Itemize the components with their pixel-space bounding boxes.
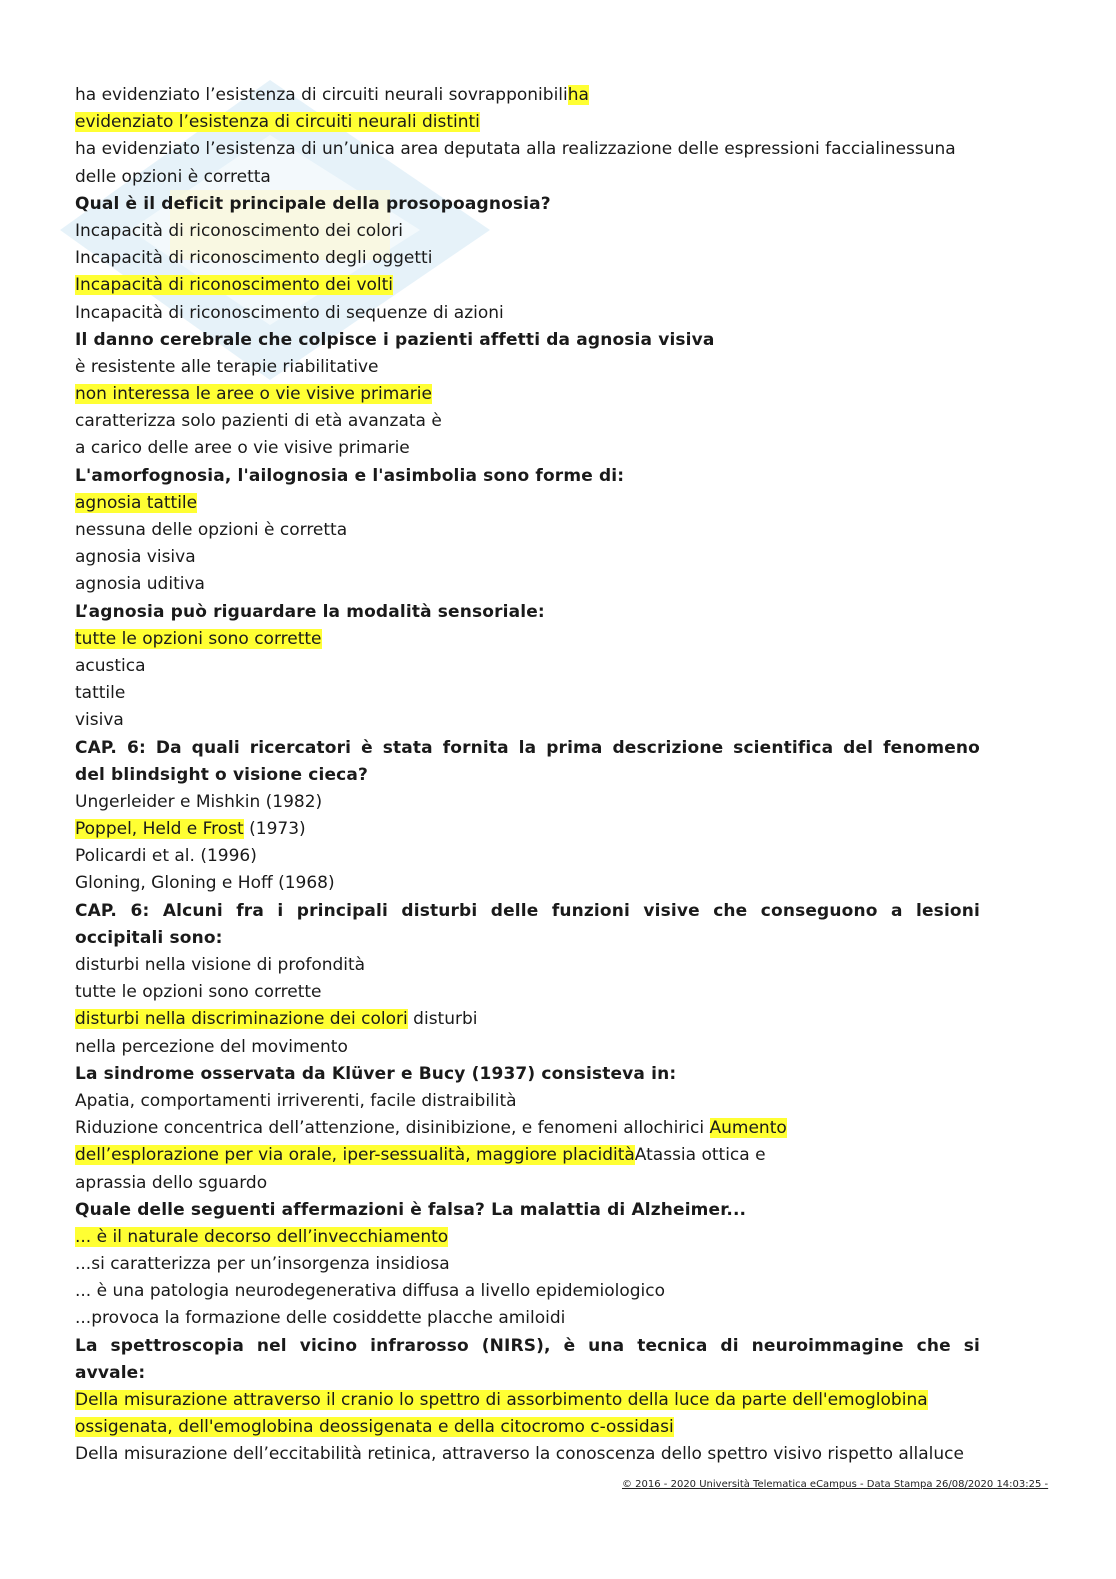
text-segment: Qual è il deficit principale della prosopoagnosia? (75, 193, 551, 214)
text-segment: La sindrome osservata da Klüver e Bucy (1937) consisteva in: (75, 1063, 677, 1084)
text-segment: ha evidenziato l’esistenza di un’unica area deputata alla realizzazione delle espressioni faccialinessuna (75, 139, 956, 160)
text-segment: CAP. 6: Alcuni fra i principali disturbi delle funzioni visive che conseguono a lesioni (75, 900, 980, 921)
text-segment: Incapacità di riconoscimento degli oggetti (75, 248, 433, 269)
text-line (75, 164, 980, 191)
text-segment: caratterizza solo pazienti di età avanzata è (75, 411, 442, 432)
highlighted-text: tutte le opzioni sono corrette (75, 628, 322, 649)
highlighted-text: Aumento (709, 1118, 787, 1139)
text-segment: L'amorfognosia, l'ailognosia e l'asimbolia sono forme di: (75, 465, 625, 486)
answer-option-correct (75, 1006, 980, 1033)
question-heading (75, 327, 980, 354)
answer-option (75, 544, 980, 571)
answer-option-correct (75, 1414, 980, 1441)
answer-option (75, 245, 980, 272)
answer-option-correct (75, 1224, 980, 1251)
text-segment: Il danno cerebrale che colpisce i pazienti affetti da agnosia visiva (75, 329, 715, 350)
text-segment: (1973) (243, 819, 306, 840)
highlighted-text: dell’esplorazione per via orale, iper-sessualità, maggiore placidità (75, 1145, 635, 1166)
text-segment: Atassia ottica e (634, 1145, 766, 1166)
text-segment: nessuna delle opzioni è corretta (75, 520, 348, 540)
text-segment: acustica (75, 655, 146, 676)
text-segment: ... è una patologia neurodegenerativa diffusa a livello epidemiologico (75, 1281, 666, 1302)
answer-option (75, 1170, 980, 1197)
highlighted-text: Della misurazione attraverso il cranio lo spettro di assorbimento della luce da parte dell'emoglobina (75, 1390, 928, 1410)
highlighted-text: ... è il naturale decorso dell’invecchiamento (75, 1226, 449, 1247)
answer-option (75, 1034, 980, 1061)
question-heading (75, 1197, 980, 1224)
text-segment: ...provoca la formazione delle cosiddette placche amiloidi (75, 1308, 566, 1329)
answer-option (75, 952, 980, 979)
text-segment: avvale: (75, 1362, 146, 1383)
answer-option (75, 870, 980, 897)
answer-option (75, 1278, 980, 1305)
answer-option-correct (75, 1142, 980, 1169)
answer-option (75, 789, 980, 816)
question-heading (75, 463, 980, 490)
text-segment: CAP. 6: Da quali ricercatori è stata fornita la prima descrizione scientifica del fenomeno (75, 737, 980, 758)
highlighted-text: ha (567, 85, 589, 105)
highlighted-text: non interessa le aree o vie visive primarie (75, 384, 432, 405)
text-segment: Apatia, comportamenti irriverenti, facile distraibilità (75, 1090, 517, 1111)
text-segment: agnosia uditiva (75, 574, 205, 595)
question-heading (75, 735, 980, 762)
text-segment: tutte le opzioni sono corrette (75, 982, 322, 1003)
answer-option (75, 1305, 980, 1332)
text-segment: tattile (75, 683, 126, 704)
answer-option (75, 680, 980, 707)
text-segment: L’agnosia può riguardare la modalità sensoriale: (75, 601, 545, 622)
text-line (75, 109, 980, 136)
text-segment: agnosia visiva (75, 547, 196, 568)
answer-option (75, 354, 980, 381)
text-segment: Policardi et al. (1996) (75, 846, 257, 867)
answer-option-correct (75, 1387, 980, 1414)
question-heading (75, 599, 980, 626)
question-heading-cont (75, 762, 980, 789)
answer-option (75, 1251, 980, 1278)
highlighted-text: ossigenata, dell'emoglobina deossigenata e della citocromo c-ossidasi (75, 1417, 674, 1438)
answer-option (75, 218, 980, 245)
answer-option-correct (75, 272, 980, 299)
answer-option (75, 1115, 980, 1142)
answer-option (75, 517, 980, 544)
answer-option (75, 653, 980, 680)
answer-option (75, 408, 980, 435)
answer-option (75, 1441, 980, 1468)
text-segment: ha evidenziato l’esistenza di circuiti neurali sovrapponibili (75, 85, 568, 105)
question-heading (75, 898, 980, 925)
highlighted-text: agnosia tattile (75, 492, 198, 513)
text-segment: Ungerleider e Mishkin (1982) (75, 791, 323, 812)
text-segment: Gloning, Gloning e Hoff (1968) (75, 873, 335, 894)
footer-copyright: © 2016 - 2020 Università Telematica eCampus - Data Stampa 26/08/2020 14:03:25 - (622, 1479, 1049, 1490)
text-segment: delle opzioni è corretta (75, 166, 271, 187)
text-segment: Riduzione concentrica dell’attenzione, disinibizione, e fenomeni allochirici (75, 1118, 710, 1139)
text-line (75, 82, 980, 109)
text-segment: è resistente alle terapie riabilitative (75, 356, 379, 377)
answer-option (75, 571, 980, 598)
answer-option (75, 979, 980, 1006)
text-segment: aprassia dello sguardo (75, 1172, 268, 1193)
text-segment: disturbi (407, 1009, 478, 1030)
answer-option-correct (75, 490, 980, 517)
text-segment: visiva (75, 710, 124, 731)
answer-option (75, 843, 980, 870)
text-segment: a carico delle aree o vie visive primarie (75, 438, 410, 459)
question-heading-cont (75, 1360, 980, 1387)
text-segment: ...si caratterizza per un’insorgenza insidiosa (75, 1254, 450, 1275)
highlighted-text: evidenziato l’esistenza di circuiti neurali distinti (75, 112, 480, 133)
text-segment: nella percezione del movimento (75, 1036, 348, 1057)
answer-option (75, 300, 980, 327)
document-body (75, 82, 980, 1469)
answer-option (75, 707, 980, 734)
highlighted-text: Incapacità di riconoscimento dei volti (75, 275, 394, 296)
text-line (75, 136, 980, 163)
text-segment: Della misurazione dell’eccitabilità retinica, attraverso la conoscenza dello spettro visivo rispetto allaluce (75, 1444, 964, 1465)
answer-option (75, 435, 980, 462)
text-segment: disturbi nella visione di profondità (75, 955, 366, 975)
text-segment: occipitali sono: (75, 927, 223, 948)
highlighted-text: disturbi nella discriminazione dei colori (75, 1009, 408, 1030)
answer-option-correct (75, 626, 980, 653)
question-heading (75, 191, 980, 218)
text-segment: Incapacità di riconoscimento di sequenze di azioni (75, 302, 504, 323)
highlighted-text: Poppel, Held e Frost (75, 819, 244, 840)
text-segment: Incapacità di riconoscimento dei colori (75, 220, 404, 241)
text-segment: del blindsight o visione cieca? (75, 764, 368, 785)
answer-option-correct (75, 381, 980, 408)
text-segment: La spettroscopia nel vicino infrarosso (NIRS), è una tecnica di neuroimmagine che si (75, 1335, 980, 1356)
question-heading-cont (75, 925, 980, 952)
answer-option-correct (75, 816, 980, 843)
question-heading (75, 1333, 980, 1360)
text-segment: Quale delle seguenti affermazioni è falsa? La malattia di Alzheimer... (75, 1199, 747, 1220)
answer-option (75, 1088, 980, 1115)
question-heading (75, 1061, 980, 1088)
